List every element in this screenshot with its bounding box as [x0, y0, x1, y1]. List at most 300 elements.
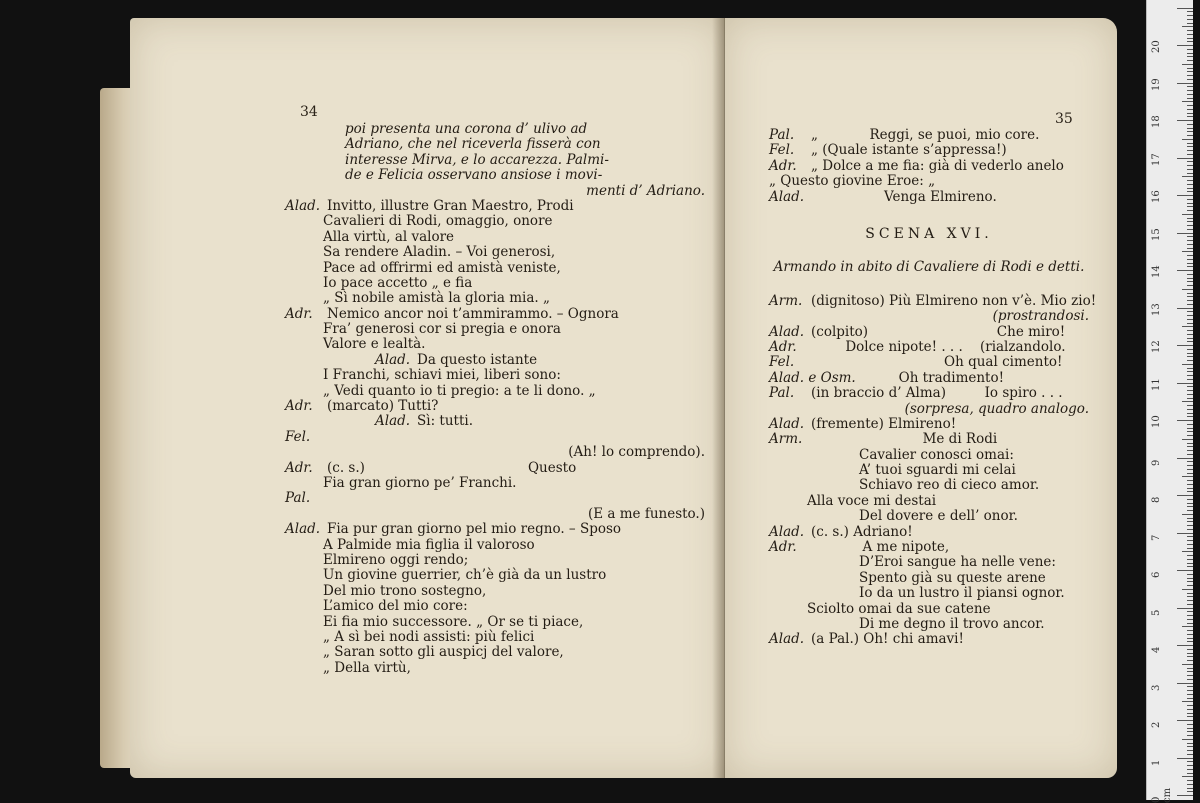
right-main-lines: [769, 292, 1097, 648]
ruler-tick: [1187, 424, 1193, 425]
line-text: Venga Elmireno.: [811, 188, 997, 205]
ruler-tick: [1187, 131, 1193, 132]
measuring-ruler: [1146, 0, 1193, 803]
ruler-tick: [1187, 656, 1193, 657]
ruler-tick: [1187, 356, 1193, 357]
ruler-label: 11: [1151, 377, 1162, 391]
ruler-label: 2: [1151, 721, 1162, 728]
text-line: [285, 337, 705, 352]
ruler-tick: [1187, 79, 1193, 80]
ruler-tick: [1187, 600, 1193, 601]
page-number-right: 35: [1055, 111, 1073, 127]
ruler-label: 17: [1151, 152, 1162, 166]
text-line: [285, 538, 705, 553]
ruler-label: 0 cm: [1151, 787, 1173, 803]
ruler-tick: [1187, 559, 1193, 560]
ruler-tick: [1187, 630, 1193, 631]
line-text: Fia gran giorno pe’ Franchi.: [323, 474, 517, 491]
ruler-tick: [1187, 53, 1193, 54]
ruler-tick: [1187, 49, 1193, 50]
line-text: (marcato) Tutti?: [327, 398, 439, 415]
speaker-label: Adr.: [769, 157, 797, 174]
speaker-label: Alad.: [769, 188, 805, 205]
ruler-tick: [1187, 300, 1193, 301]
ruler-tick: [1187, 431, 1193, 432]
ruler-tick: [1187, 728, 1193, 729]
text-line: [285, 445, 705, 460]
ruler-tick: [1187, 379, 1193, 380]
ruler-label: 3: [1151, 684, 1162, 691]
ruler-tick: [1182, 289, 1193, 290]
ruler-tick: [1187, 184, 1193, 185]
ruler-tick: [1187, 304, 1193, 305]
line-text: (in braccio d’ Alma) Io spiro . . .: [811, 385, 1063, 402]
ruler-tick: [1187, 334, 1193, 335]
speaker-label: Fel.: [769, 142, 795, 159]
line-text: menti d’ Adriano.: [586, 182, 705, 199]
line-text: Ei fia mio successore. „ Or se ti piace,: [323, 613, 584, 630]
line-text: interesse Mirva, e lo accarezza. Palmi-: [345, 151, 609, 168]
text-line: [769, 340, 1089, 355]
ruler-tick: [1177, 383, 1193, 384]
ruler-tick: [1187, 390, 1193, 391]
line-text: Adriano, che nel riceverla fisserà con: [345, 136, 601, 153]
ruler-tick: [1182, 476, 1193, 477]
text-line: [285, 168, 705, 183]
ruler-tick: [1182, 101, 1193, 102]
ruler-tick: [1177, 120, 1193, 121]
text-line: [285, 199, 705, 214]
ruler-tick: [1187, 353, 1193, 354]
line-text: „ Dolce a me fia: già di vederlo anelo: [811, 157, 1064, 174]
speaker-label: Alad.: [375, 413, 411, 430]
ruler-tick: [1187, 413, 1193, 414]
line-text: (prostrandosi.: [992, 308, 1089, 325]
ruler-tick: [1182, 364, 1193, 365]
line-text: Oh qual cimento!: [811, 354, 1063, 371]
ruler-tick: [1187, 769, 1193, 770]
speaker-label: Alad.: [285, 197, 321, 214]
line-text: Del mio trono sostegno,: [323, 582, 487, 599]
ruler-tick: [1177, 158, 1193, 159]
text-line: [769, 355, 1089, 370]
line-text: Elmireno oggi rendo;: [323, 551, 469, 568]
ruler-tick: [1187, 529, 1193, 530]
line-text: (sorpresa, quadro analogo.: [904, 400, 1089, 417]
left-page-text: [285, 122, 705, 676]
ruler-label: 6: [1151, 571, 1162, 578]
ruler-tick: [1182, 64, 1193, 65]
line-text: Cavalier conosci omai:: [859, 446, 1014, 463]
text-line: [285, 584, 705, 599]
ruler-tick: [1187, 675, 1193, 676]
ruler-tick: [1187, 165, 1193, 166]
ruler-tick: [1177, 83, 1193, 84]
ruler-tick: [1177, 233, 1193, 234]
ruler-tick: [1187, 428, 1193, 429]
ruler-tick: [1187, 150, 1193, 151]
text-line: [769, 463, 1089, 478]
ruler-tick: [1187, 491, 1193, 492]
ruler-tick: [1177, 795, 1193, 796]
text-line: [285, 230, 705, 245]
ruler-tick: [1187, 480, 1193, 481]
right-page-text: [769, 127, 1097, 648]
ruler-tick: [1187, 686, 1193, 687]
text-line: [769, 292, 1097, 309]
ruler-tick: [1182, 214, 1193, 215]
speaker-label: Adr.: [769, 338, 797, 355]
ruler-tick: [1187, 206, 1193, 207]
line-text: (a Pal.) Oh! chi amavi!: [811, 631, 964, 648]
ruler-tick: [1187, 266, 1193, 267]
speaker-label: Alad.: [769, 323, 805, 340]
text-line: [769, 417, 1089, 432]
ruler-tick: [1177, 8, 1193, 9]
scene-caption: Armando in abito di Cavaliere di Rodi e detti.: [773, 259, 1085, 276]
ruler-tick: [1187, 296, 1193, 297]
ruler-tick: [1187, 450, 1193, 451]
text-line: [285, 137, 705, 152]
line-text: Io da un lustro il piansi ognor.: [859, 585, 1065, 602]
ruler-tick: [1182, 326, 1193, 327]
text-line: [769, 617, 1089, 632]
text-line: [769, 509, 1089, 524]
ruler-tick: [1187, 293, 1193, 294]
line-text: Cavalieri di Rodi, omaggio, onore: [323, 213, 553, 230]
ruler-tick: [1187, 244, 1193, 245]
ruler-tick: [1177, 683, 1193, 684]
text-line: [769, 174, 1089, 189]
ruler-tick: [1177, 645, 1193, 646]
text-line: [285, 615, 705, 630]
ruler-tick: [1182, 26, 1193, 27]
ruler-label: 18: [1151, 115, 1162, 128]
ruler-tick: [1187, 465, 1193, 466]
line-text: (colpito) Che miro!: [811, 323, 1066, 340]
ruler-tick: [1182, 401, 1193, 402]
ruler-tick: [1177, 533, 1193, 534]
text-line: [769, 325, 1089, 340]
ruler-tick: [1187, 203, 1193, 204]
ruler-tick: [1187, 221, 1193, 222]
line-text: Io pace accetto „ e fia: [323, 274, 473, 291]
text-line: [769, 540, 1089, 555]
text-line: [285, 476, 705, 491]
ruler-tick: [1187, 754, 1193, 755]
line-text: Invitto, illustre Gran Maestro, Prodi: [327, 197, 574, 214]
ruler-tick: [1187, 488, 1193, 489]
text-line: [769, 128, 1089, 143]
ruler-tick: [1187, 105, 1193, 106]
ruler-tick: [1187, 611, 1193, 612]
ruler-label: 7: [1151, 534, 1162, 541]
ruler-tick: [1187, 518, 1193, 519]
ruler-tick: [1187, 315, 1193, 316]
ruler-tick: [1187, 615, 1193, 616]
ruler-tick: [1187, 386, 1193, 387]
ruler-tick: [1187, 135, 1193, 136]
ruler-tick: [1187, 143, 1193, 144]
line-text: A Palmide mia figlia il valoroso: [323, 536, 535, 553]
ruler-tick: [1187, 784, 1193, 785]
ruler-tick: [1177, 758, 1193, 759]
line-text: Dolce nipote! . . . (rialzandolo.: [811, 338, 1066, 355]
speaker-label: Arm.: [769, 431, 803, 448]
ruler-tick: [1187, 555, 1193, 556]
ruler-tick: [1187, 225, 1193, 226]
line-text: Di me degno il trovo ancor.: [859, 615, 1045, 632]
speaker-label: Pal.: [769, 127, 795, 143]
line-text: de e Felicia osservano ansiose i movi-: [345, 167, 603, 184]
ruler-tick: [1187, 375, 1193, 376]
ruler-tick: [1187, 368, 1193, 369]
ruler-tick: [1187, 169, 1193, 170]
ruler-label: 16: [1151, 190, 1162, 203]
ruler-tick: [1187, 341, 1193, 342]
ruler-tick: [1187, 578, 1193, 579]
speaker-label: Alad.: [769, 523, 805, 540]
text-line: [285, 384, 705, 399]
text-line: [285, 368, 705, 383]
ruler-tick: [1187, 499, 1193, 500]
text-line: [285, 276, 705, 291]
ruler-tick: [1187, 566, 1193, 567]
ruler-tick: [1187, 360, 1193, 361]
text-line: [769, 190, 1089, 205]
speaker-label: Alad.: [769, 631, 805, 648]
ruler-tick: [1187, 484, 1193, 485]
ruler-tick: [1187, 191, 1193, 192]
ruler-tick: [1187, 405, 1193, 406]
text-line: [285, 399, 705, 414]
ruler-tick: [1177, 720, 1193, 721]
ruler-tick: [1187, 60, 1193, 61]
ruler-tick: [1187, 746, 1193, 747]
ruler-tick: [1187, 698, 1193, 699]
line-text: (c. s.) Adriano!: [811, 523, 913, 540]
ruler-tick: [1187, 409, 1193, 410]
ruler-tick: [1177, 420, 1193, 421]
text-line: [769, 555, 1089, 570]
ruler-tick: [1187, 416, 1193, 417]
ruler-tick: [1187, 540, 1193, 541]
ruler-tick: [1187, 641, 1193, 642]
ruler-label: 13: [1151, 302, 1162, 316]
ruler-tick: [1187, 581, 1193, 582]
ruler-tick: [1187, 765, 1193, 766]
ruler-tick: [1187, 41, 1193, 42]
ruler-tick: [1187, 75, 1193, 76]
line-text: (fremente) Elmireno!: [811, 415, 957, 432]
ruler-tick: [1182, 776, 1193, 777]
line-text: Pace ad offrirmi ed amistà veniste,: [323, 259, 561, 276]
ruler-tick: [1187, 349, 1193, 350]
text-line: [285, 214, 705, 229]
text-line: [769, 159, 1089, 174]
ruler-tick: [1187, 71, 1193, 72]
text-line: [285, 184, 705, 199]
ruler-tick: [1187, 90, 1193, 91]
ruler-tick: [1187, 446, 1193, 447]
ruler-label: 10: [1151, 415, 1162, 428]
right-page: [725, 18, 1117, 778]
text-line: [285, 645, 705, 660]
ruler-tick: [1187, 506, 1193, 507]
ruler-tick: [1187, 338, 1193, 339]
text-line: [285, 307, 705, 322]
ruler-tick: [1187, 694, 1193, 695]
line-text: „ Della virtù,: [323, 659, 411, 676]
ruler-tick: [1187, 604, 1193, 605]
text-line: [285, 461, 705, 476]
ruler-tick: [1187, 113, 1193, 114]
ruler-label: 19: [1151, 77, 1162, 91]
line-text: D’Eroi sangue ha nelle vene:: [859, 554, 1056, 571]
text-line: [769, 371, 1089, 386]
text-line: [285, 291, 705, 306]
ruler-tick: [1177, 458, 1193, 459]
ruler-tick: [1187, 716, 1193, 717]
ruler-label: 15: [1151, 227, 1162, 241]
ruler-tick: [1187, 180, 1193, 181]
ruler-tick: [1182, 176, 1193, 177]
text-line: [285, 414, 705, 429]
text-line: [285, 491, 705, 506]
text-line: [769, 632, 1089, 647]
ruler-tick: [1187, 278, 1193, 279]
ruler-tick: [1187, 649, 1193, 650]
speaker-label: Fel.: [285, 428, 311, 445]
ruler-tick: [1187, 116, 1193, 117]
text-line: [769, 402, 1089, 417]
line-text: Schiavo reo di cieco amor.: [859, 477, 1040, 494]
ruler-tick: [1187, 199, 1193, 200]
line-text: Nemico ancor noi t’ammirammo. – Ognora: [327, 305, 619, 322]
speaker-label: Adr.: [285, 459, 313, 476]
ruler-tick: [1187, 473, 1193, 474]
ruler-tick: [1187, 638, 1193, 639]
ruler-tick: [1187, 15, 1193, 16]
line-text: Sì: tutti.: [417, 413, 473, 430]
ruler-tick: [1187, 188, 1193, 189]
ruler-tick: [1187, 34, 1193, 35]
text-line: [769, 448, 1089, 463]
speaker-label: Arm.: [769, 292, 803, 309]
ruler-tick: [1187, 548, 1193, 549]
line-text: „ Vedi quanto io ti pregio: a te li dono. „: [323, 382, 596, 399]
ruler-label: 14: [1151, 265, 1162, 278]
text-line: [285, 630, 705, 645]
line-text: A me nipote,: [811, 539, 950, 556]
ruler-tick: [1187, 56, 1193, 57]
ruler-tick: [1187, 398, 1193, 399]
text-line: [285, 568, 705, 583]
ruler-tick: [1187, 323, 1193, 324]
line-text: Un giovine guerrier, ch’è già da un lustro: [323, 567, 607, 584]
ruler-tick: [1187, 521, 1193, 522]
page-number-left: 34: [300, 104, 318, 120]
text-line: [769, 586, 1089, 601]
text-line: [769, 494, 1089, 509]
line-text: Me di Rodi: [811, 431, 998, 448]
line-text: (E a me funesto.): [587, 505, 705, 522]
ruler-label: 5: [1151, 609, 1162, 616]
ruler-tick: [1177, 608, 1193, 609]
text-line: [285, 122, 705, 137]
ruler-tick: [1182, 514, 1193, 515]
ruler-tick: [1182, 739, 1193, 740]
speaker-label: Adr.: [769, 539, 797, 556]
ruler-tick: [1182, 139, 1193, 140]
ruler-tick: [1187, 724, 1193, 725]
text-line: [769, 309, 1089, 324]
text-line: [769, 143, 1089, 158]
ruler-tick: [1187, 240, 1193, 241]
line-text: „ (Quale istante s’appressa!): [811, 142, 1007, 159]
ruler-tick: [1187, 653, 1193, 654]
speaker-label: Fel.: [769, 354, 795, 371]
line-text: Valore e lealtà.: [323, 336, 426, 353]
ruler-tick: [1187, 394, 1193, 395]
line-text: Del dovere e dell’ onor.: [859, 508, 1018, 525]
line-text: „ Saran sotto gli auspicj del valore,: [323, 644, 564, 661]
ruler-tick: [1187, 596, 1193, 597]
ruler-tick: [1182, 701, 1193, 702]
ruler-tick: [1177, 495, 1193, 496]
ruler-tick: [1187, 525, 1193, 526]
line-text: Alla virtù, al valore: [323, 228, 455, 245]
ruler-tick: [1187, 255, 1193, 256]
ruler-tick: [1187, 585, 1193, 586]
ruler-tick: [1187, 791, 1193, 792]
text-line: [285, 507, 705, 522]
ruler-tick: [1187, 435, 1193, 436]
ruler-tick: [1182, 626, 1193, 627]
ruler-tick: [1187, 19, 1193, 20]
ruler-tick: [1187, 319, 1193, 320]
line-text: Fra’ generosi cor si pregia e onora: [323, 321, 561, 338]
line-text: (dignitoso) Più Elmireno non v’è. Mio zio!: [811, 292, 1097, 309]
ruler-tick: [1187, 623, 1193, 624]
text-line: [285, 261, 705, 276]
ruler-tick: [1187, 248, 1193, 249]
ruler-tick: [1187, 563, 1193, 564]
line-text: Spento già su queste arene: [859, 569, 1046, 586]
speaker-label: Adr.: [285, 305, 313, 322]
line-text: I Franchi, schiavi miei, liberi sono:: [323, 367, 561, 384]
line-text: Fia pur gran giorno pel mio regno. – Sposo: [327, 521, 622, 538]
speaker-label: Alad.: [375, 351, 411, 368]
text-line: [769, 602, 1089, 617]
speaker-label: Pal.: [769, 385, 795, 402]
ruler-tick: [1182, 551, 1193, 552]
ruler-tick: [1187, 690, 1193, 691]
ruler-label: 8: [1151, 496, 1162, 503]
ruler-tick: [1187, 38, 1193, 39]
ruler-tick: [1187, 709, 1193, 710]
line-text: poi presenta una corona d’ ulivo ad: [345, 121, 588, 137]
ruler-tick: [1187, 788, 1193, 789]
ruler-tick: [1187, 146, 1193, 147]
line-text: Oh tradimento!: [855, 369, 1005, 386]
open-book: [100, 18, 1120, 782]
ruler-tick: [1187, 443, 1193, 444]
ruler-tick: [1187, 503, 1193, 504]
ruler-tick: [1187, 713, 1193, 714]
ruler-label: 20: [1151, 40, 1162, 53]
ruler-tick: [1177, 345, 1193, 346]
